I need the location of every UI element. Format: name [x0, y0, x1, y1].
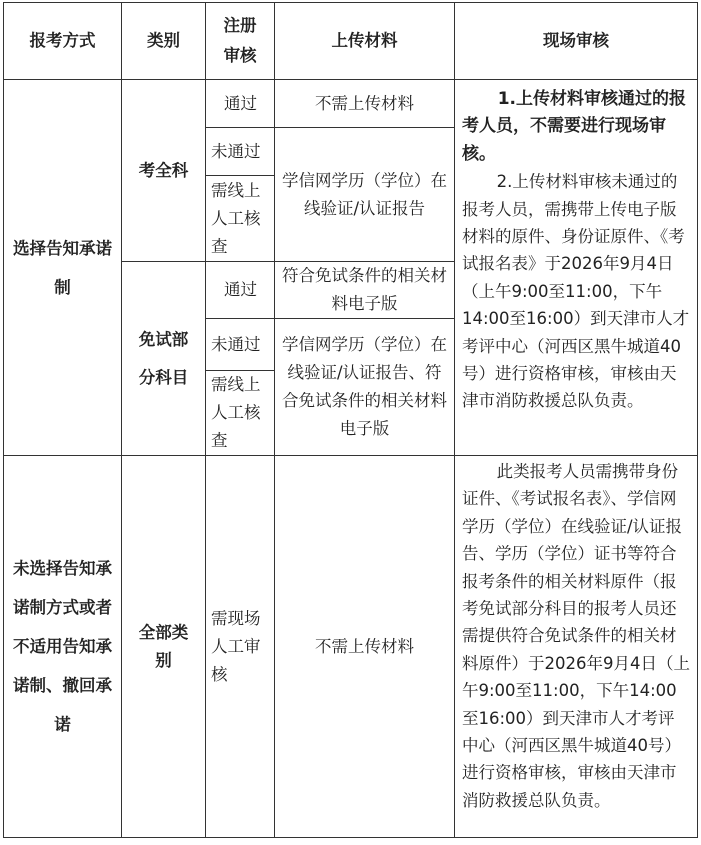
- upload-cell: 学信网学历（学位）在线验证/认证报告: [275, 128, 455, 262]
- category-cell-all: 全部类别: [122, 456, 206, 838]
- header-method: 报考方式: [4, 3, 122, 80]
- header-category: 类别: [122, 3, 206, 80]
- onsite-note-2: 2.上传材料审核未通过的报考人员，需携带上传电子版材料的原件、身份证原件、《考试报名表》于2026年9月4日（上午9:00至11:00，下午14:00至16:00）到天津市人才考评中心（河西区黑牛城道40号）进行资格审核，审核由天津市消防救援总队负责。: [462, 172, 690, 411]
- upload-cell: 符合免试条件的相关材料电子版: [275, 262, 455, 319]
- upload-cell: 不需上传材料: [275, 80, 455, 128]
- registration-status-passed: 通过: [206, 80, 275, 128]
- method-cell-no-commitment: 未选择告知承诺制方式或者不适用告知承诺制、撤回承诺: [4, 456, 122, 838]
- header-onsite-review: 现场审核: [455, 3, 698, 80]
- header-registration-review: 注册审核: [206, 3, 275, 80]
- registration-status-manual: 需线上人工核查: [206, 371, 275, 456]
- method-cell-notice-commitment: 选择告知承诺制: [4, 80, 122, 456]
- table-row: [4, 456, 698, 838]
- onsite-note: 此类报考人员需携带身份证件、《考试报名表》、学信网学历（学位）在线验证/认证报告、学历（学位）证书等符合报考条件的相关材料原件（报考免试部分科目的报考人员还需提供符合免试条件的相关材料原件）于2026年9月4日（上午9:00至11:00，下午14:00至16:00）到天津市人才考评中心（河西区黑牛城道40号）进行资格审核，审核由天津市消防救援总队负责。: [462, 462, 690, 810]
- registration-status-onsite: 需现场人工审核: [206, 456, 275, 838]
- category-cell-exempt-subjects: 免试部分科目: [122, 262, 206, 456]
- registration-status-failed: 未通过: [206, 319, 275, 371]
- header-row: [4, 3, 698, 80]
- registration-status-passed: 通过: [206, 262, 275, 319]
- exam-review-table: [3, 2, 698, 838]
- onsite-review-cell: [455, 456, 698, 838]
- onsite-review-cell: [455, 80, 698, 456]
- registration-status-failed: 未通过: [206, 128, 275, 176]
- registration-status-manual: 需线上人工核查: [206, 176, 275, 262]
- upload-cell: 不需上传材料: [275, 456, 455, 838]
- header-upload-materials: 上传材料: [275, 3, 455, 80]
- onsite-note-1: 1.上传材料审核通过的报考人员，不需要进行现场审核。: [462, 89, 686, 164]
- category-cell-full-subjects: 考全科: [122, 80, 206, 262]
- table-row: [4, 80, 698, 128]
- upload-cell: 学信网学历（学位）在线验证/认证报告、符合免试条件的相关材料电子版: [275, 319, 455, 456]
